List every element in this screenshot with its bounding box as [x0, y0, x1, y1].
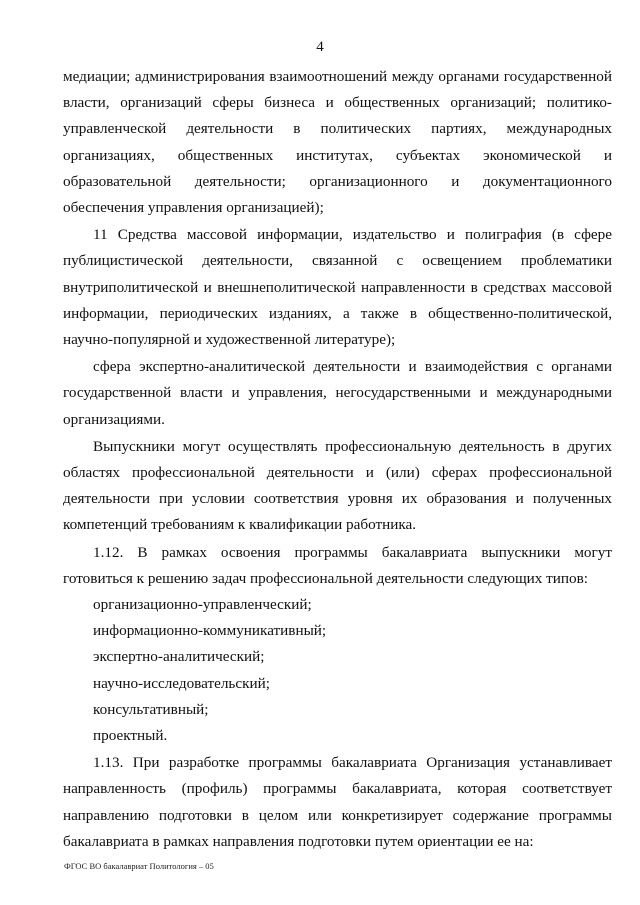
- list-item: организационно-управленческий;: [93, 596, 312, 614]
- list-item: научно-исследовательский;: [93, 674, 270, 692]
- list-item: консультативный;: [93, 700, 209, 718]
- paragraph-other-areas: Выпускники могут осуществлять профессиональную деятельность в других областях профессиональной деятельности и (или) сферах профессиональной деятельности при условии соответствия уровня их образования и полученных компетенций требованиям к квалификации работника.: [63, 437, 612, 534]
- paragraph-continuation: медиации; администрирования взаимоотношений между органами государственной власти, организаций сферы бизнеса и общественных организаций; политико-управленческой деятельности в политических партиях, международных организациях, общественных институтах, субъектах экономической и образовательной деятельности; организационного и документационного обеспечения управления организацией);: [63, 68, 612, 217]
- page-number: 4: [316, 39, 324, 55]
- document-body: [63, 64, 612, 855]
- task-types-list: [63, 592, 612, 749]
- list-item: экспертно-аналитический;: [93, 648, 265, 666]
- paragraph-1-13: 1.13. При разработке программы бакалавриата Организация устанавливает направленность (профиль) программы бакалавриата, которая соответствует направлению подготовки в целом или конкретизирует содержание программы бакалавриата в рамках направления подготовки путем ориентации ее на:: [63, 754, 612, 850]
- document-footer: ФГОС ВО бакалавриат Политология – 05: [64, 861, 214, 871]
- paragraph-mass-media: 11 Средства массовой информации, издательство и полиграфия (в сфере публицистической деятельности, связанной с освещением проблематики внутриполитической и внешнеполитической направленности в средствах массовой информации, периодических изданиях, а также в общественно-политической, научно-популярной и художественной литературе);: [63, 226, 612, 349]
- list-item: информационно-коммуникативный;: [93, 622, 327, 640]
- list-item: проектный.: [93, 727, 168, 745]
- paragraph-1-12: 1.12. В рамках освоения программы бакалавриата выпускники могут готовиться к решению задач профессиональной деятельности следующих типов:: [63, 543, 612, 587]
- paragraph-expert-analytics: сфера экспертно-аналитической деятельности и взаимодействия с органами государственной власти и управления, негосударственными и международными организациями.: [63, 358, 612, 428]
